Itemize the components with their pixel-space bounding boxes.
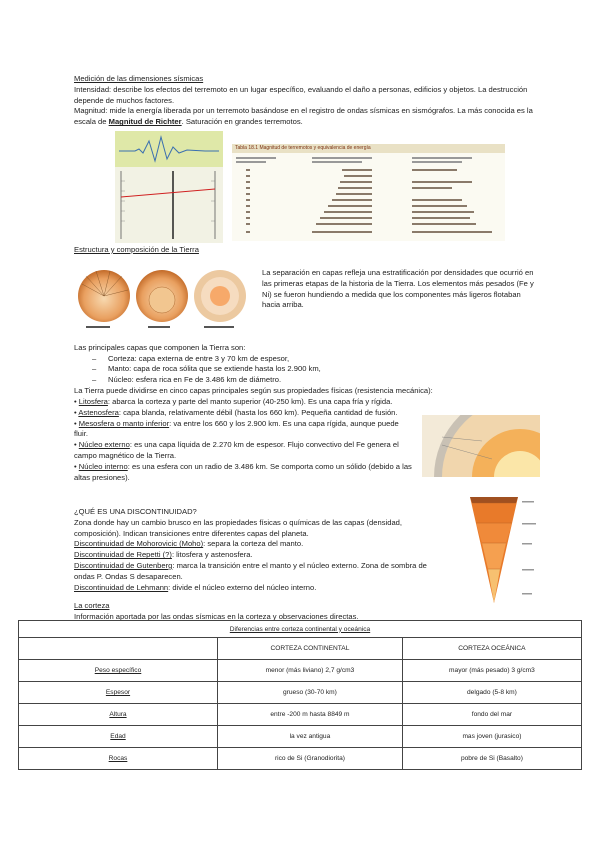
cell-continental: rico de Si (Granodiorita) bbox=[218, 748, 403, 770]
cell-oceanic: mayor (más pesado) 3 g/cm3 bbox=[402, 660, 581, 682]
list-item: – Manto: capa de roca sólita que se extiende hasta los 2.900 km, bbox=[92, 364, 404, 375]
earth-diagrams-figure bbox=[76, 266, 248, 332]
cell-continental: la vez antigua bbox=[218, 726, 403, 748]
earth-wedge-figure bbox=[464, 493, 540, 607]
list-item: • Mesosfera o manto inferior: va entre los 660 y los 2.900 km. Es una capa rígida, aunque puede fluir. bbox=[74, 418, 399, 439]
cell-oceanic: delgado (5-8 km) bbox=[402, 682, 581, 704]
table-row bbox=[19, 726, 582, 748]
list-item: • Litosfera: abarca la corteza y parte del manto superior (40-250 km). Es una capa fría y rígida. bbox=[74, 397, 393, 406]
def-lehmann: : divide el núcleo externo del núcleo interno. bbox=[168, 582, 317, 592]
cell-oceanic: mas joven (jurasico) bbox=[402, 726, 581, 748]
discontinuity-section bbox=[74, 507, 446, 593]
term-gutenberg: Discontinuidad de Gutenberg bbox=[74, 560, 173, 570]
intensity-text: Intensidad: describe los efectos del terremoto en un lugar específico, evaluando el daño a personas, edificios y objetos. La destrucción depende de muchos factores. bbox=[74, 84, 528, 105]
cell-continental: grueso (30-70 km) bbox=[218, 682, 403, 704]
table-row bbox=[19, 660, 582, 682]
cell-oceanic: pobre de Si (Basalto) bbox=[402, 748, 581, 770]
def-mesosphere: : va entre los 660 y los 2.900 km. Es una capa rígida, aunque puede fluir. bbox=[74, 418, 399, 439]
def-inner-core: : es una esfera con un radio de 3.486 km. Se comporta como un sólido (debido a las altas presiones). bbox=[74, 461, 412, 482]
row-label: Edad bbox=[19, 726, 218, 748]
def-outer-core: : es una capa líquida de 2.270 km de espesor. Flujo convectivo del Fe genera el campo magnético de la Tierra. bbox=[74, 440, 399, 460]
row-label: Peso específico bbox=[19, 660, 218, 682]
list-item bbox=[74, 550, 446, 561]
list-item bbox=[74, 561, 446, 583]
table-row bbox=[19, 704, 582, 726]
magnitude-text bbox=[74, 106, 536, 128]
richter-link[interactable]: Magnitud de Richter bbox=[108, 117, 182, 127]
cell-continental: menor (más liviano) 2,7 g/cm3 bbox=[218, 660, 403, 682]
layers-section bbox=[74, 343, 404, 386]
cell-oceanic: fondo del mar bbox=[402, 704, 581, 726]
table-header-row bbox=[19, 638, 582, 660]
list-item bbox=[74, 539, 446, 550]
row-label: Espesor bbox=[19, 682, 218, 704]
table-row bbox=[19, 748, 582, 770]
seismic-section bbox=[74, 74, 536, 128]
term-inner-core: Núcleo interno bbox=[78, 461, 128, 471]
def-repetti: : litosfera y astenosfera. bbox=[171, 550, 253, 560]
crust-info: Información aportada por las ondas sísmicas en la corteza y observaciones directas. bbox=[74, 611, 359, 621]
list-item: • Astenosfera: capa blanda, relativamente débil (hasta los 660 km). Pequeña cantidad de fusión. bbox=[74, 407, 398, 417]
term-repetti: Discontinuidad de Repetti (?) bbox=[74, 550, 172, 560]
physical-intro: La Tierra puede dividirse en cinco capas principales según sus propiedades físicas (resistencia mecánica): bbox=[74, 386, 433, 395]
list-item: • Núcleo interno: es una esfera con un radio de 3.486 km. Se comporta como un sólido (debido a las altas presiones). bbox=[74, 461, 412, 482]
discontinuity-definition: Zona donde hay un cambio brusco en las propiedades físicas o químicas de las capas (densidad, composición). Indican transiciones entre diferentes capas del planeta. bbox=[74, 517, 402, 538]
crust-heading: La corteza bbox=[74, 601, 110, 610]
magnitude-prefix: Magnitud: mide la energía liberada por un terremoto basándose en el registro de ondas sísmicas en sismógrafos. La más conocida es la escala de bbox=[74, 106, 533, 127]
list-item bbox=[74, 583, 446, 594]
table-title: Diferencias entre corteza continental y oceánica bbox=[19, 621, 582, 638]
def-gutenberg: : marca la transición entre el manto y el núcleo externo. Zona de sombra de ondas P. Ondas S desaparecen. bbox=[74, 560, 427, 581]
term-mesosphere: Mesosfera o manto inferior bbox=[78, 418, 170, 428]
structure-heading: Estructura y composición de la Tierra bbox=[74, 245, 199, 254]
list-item: – Núcleo: esfera rica en Fe de 3.486 km de diámetro. bbox=[92, 375, 404, 386]
magnitude-table-title: Tabla 18.1 Magnitud de terremotos y equivalencia de energía bbox=[232, 144, 505, 153]
col-oceanic: CORTEZA OCEÁNICA bbox=[402, 638, 581, 660]
discontinuity-heading: ¿QUÉ ES UNA DISCONTINUIDAD? bbox=[74, 507, 197, 516]
earth-cross-section-figure bbox=[422, 415, 540, 477]
layers-heading: Las principales capas que componen la Tierra son: bbox=[74, 343, 246, 352]
seismic-heading: Medición de las dimensiones sísmicas bbox=[74, 74, 204, 83]
list-item: – Corteza: capa externa de entre 3 y 70 km de espesor, bbox=[92, 354, 404, 365]
term-lehmann: Discontinuidad de Lehmann bbox=[74, 582, 169, 592]
def-lithosphere: : abarca la corteza y parte del manto superior (40-250 km). Es una capa fría y rígida. bbox=[107, 397, 393, 406]
term-lithosphere: Litosfera bbox=[78, 397, 108, 406]
stratification-text: La separación en capas refleja una estratificación por densidades que ocurrió en las primeras etapas de la historia de la Tierra. Los elementos más pesados (Fe y Ni) se fueron hundiendo a medida que los componentes más ligeros flotaban hacia arriba. bbox=[262, 268, 534, 310]
crust-comparison-table bbox=[18, 620, 582, 770]
list-item: • Núcleo externo: es una capa líquida de 2.270 km de espesor. Flujo convectivo del Fe genera el campo magnético de la Tierra. bbox=[74, 440, 399, 460]
table-row bbox=[19, 682, 582, 704]
magnitude-suffix: . Saturación en grandes terremotos. bbox=[181, 117, 303, 127]
def-asthenosphere: : capa blanda, relativamente débil (hasta los 660 km). Pequeña cantidad de fusión. bbox=[118, 407, 398, 417]
row-label: Rocas bbox=[19, 748, 218, 770]
magnitude-table-figure bbox=[232, 144, 505, 241]
term-moho: Discontinuidad de Mohorovicic (Moho) bbox=[74, 539, 204, 549]
physical-layers bbox=[74, 397, 414, 483]
term-asthenosphere: Astenosfera bbox=[78, 407, 119, 417]
seismogram-figure bbox=[115, 131, 223, 243]
col-continental: CORTEZA CONTINENTAL bbox=[218, 638, 403, 660]
def-moho: : separa la corteza del manto. bbox=[203, 539, 304, 549]
cell-continental: entre -200 m hasta 8849 m bbox=[218, 704, 403, 726]
term-outer-core: Núcleo externo bbox=[78, 440, 130, 450]
layers-list bbox=[92, 354, 404, 386]
table-header-empty bbox=[19, 638, 218, 660]
row-label: Altura bbox=[19, 704, 218, 726]
